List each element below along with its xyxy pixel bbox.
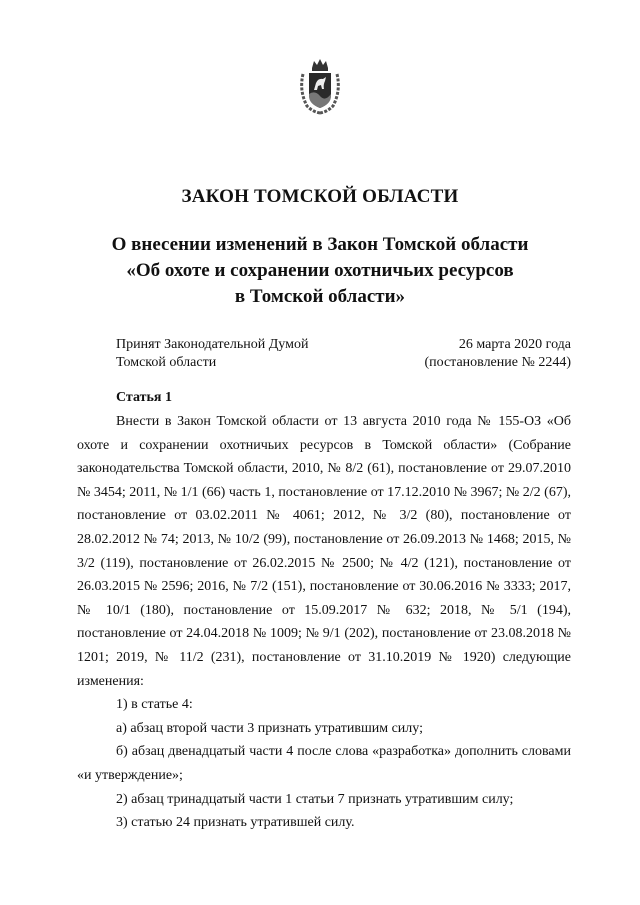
law-title: ЗАКОН ТОМСКОЙ ОБЛАСТИ: [181, 186, 459, 207]
adoption-date-line: 26 марта 2020 года: [458, 337, 571, 352]
article-paragraph: 1) в статье 4:: [116, 697, 193, 713]
adoption-resolution-line: (постановление № 2244): [424, 355, 571, 370]
coat-of-arms-icon: [297, 56, 343, 116]
article-paragraph: 2) абзац тринадцатый части 1 статьи 7 признать утратившим силу;: [116, 791, 514, 807]
subtitle-line: О внесении изменений в Закон Томской области: [111, 234, 529, 255]
subtitle-line: «Об охоте и сохранении охотничьих ресурсов: [126, 260, 514, 281]
article-paragraph: 3) статью 24 признать утратившей силу.: [116, 815, 355, 831]
adoption-body-line: Принят Законодательной Думой: [116, 337, 309, 352]
adoption-date: [424, 336, 571, 372]
article-paragraph: б) абзац двенадцатый части 4 после слова «разработка» дополнить словами «и утверждение»;: [77, 744, 571, 783]
adoption-body-line: Томской области: [116, 355, 217, 370]
adoption-body: [116, 336, 308, 372]
law-subtitle: [60, 232, 580, 310]
article-paragraph: Внести в Закон Томской области от 13 августа 2010 года № 155-ОЗ «Об охоте и сохранении охотничьих ресурсов в Томской области» (Собрание законодательства Томской области, 2010, № 8/2 (61), постановление от 29.07.2010 № 3454; 2011, № 1/1 (66) часть 1, постановление от 17.12.2010 № 3967; № 2/2 (67), постановление от 03.02.2011 № 4061; 2012, № 3/2 (80), постановление от 28.02.2012 № 74; 2013, № 10/2 (99), постановление от 26.09.2013 № 1468; 2015, № 3/2 (119), постановление от 26.02.2015 № 2500; № 4/2 (121), постановление от 26.03.2015 № 2596; 2016, № 7/2 (151), постановление от 30.06.2016 № 3333; 2017, № 10/1 (180), постановление от 15.09.2017 № 632; 2018, № 5/1 (194), постановление от 24.04.2018 № 1009; № 9/1 (202), постановление от 23.08.2018 № 1201; 2019, № 11/2 (231), постановление от 31.10.2019 № 1920) следующие изменения:: [77, 414, 571, 689]
article-heading: Статья 1: [116, 390, 172, 405]
subtitle-line: в Томской области»: [234, 286, 406, 307]
article-paragraph: а) абзац второй части 3 признать утратившим силу;: [116, 720, 423, 736]
article-body: [77, 410, 571, 835]
